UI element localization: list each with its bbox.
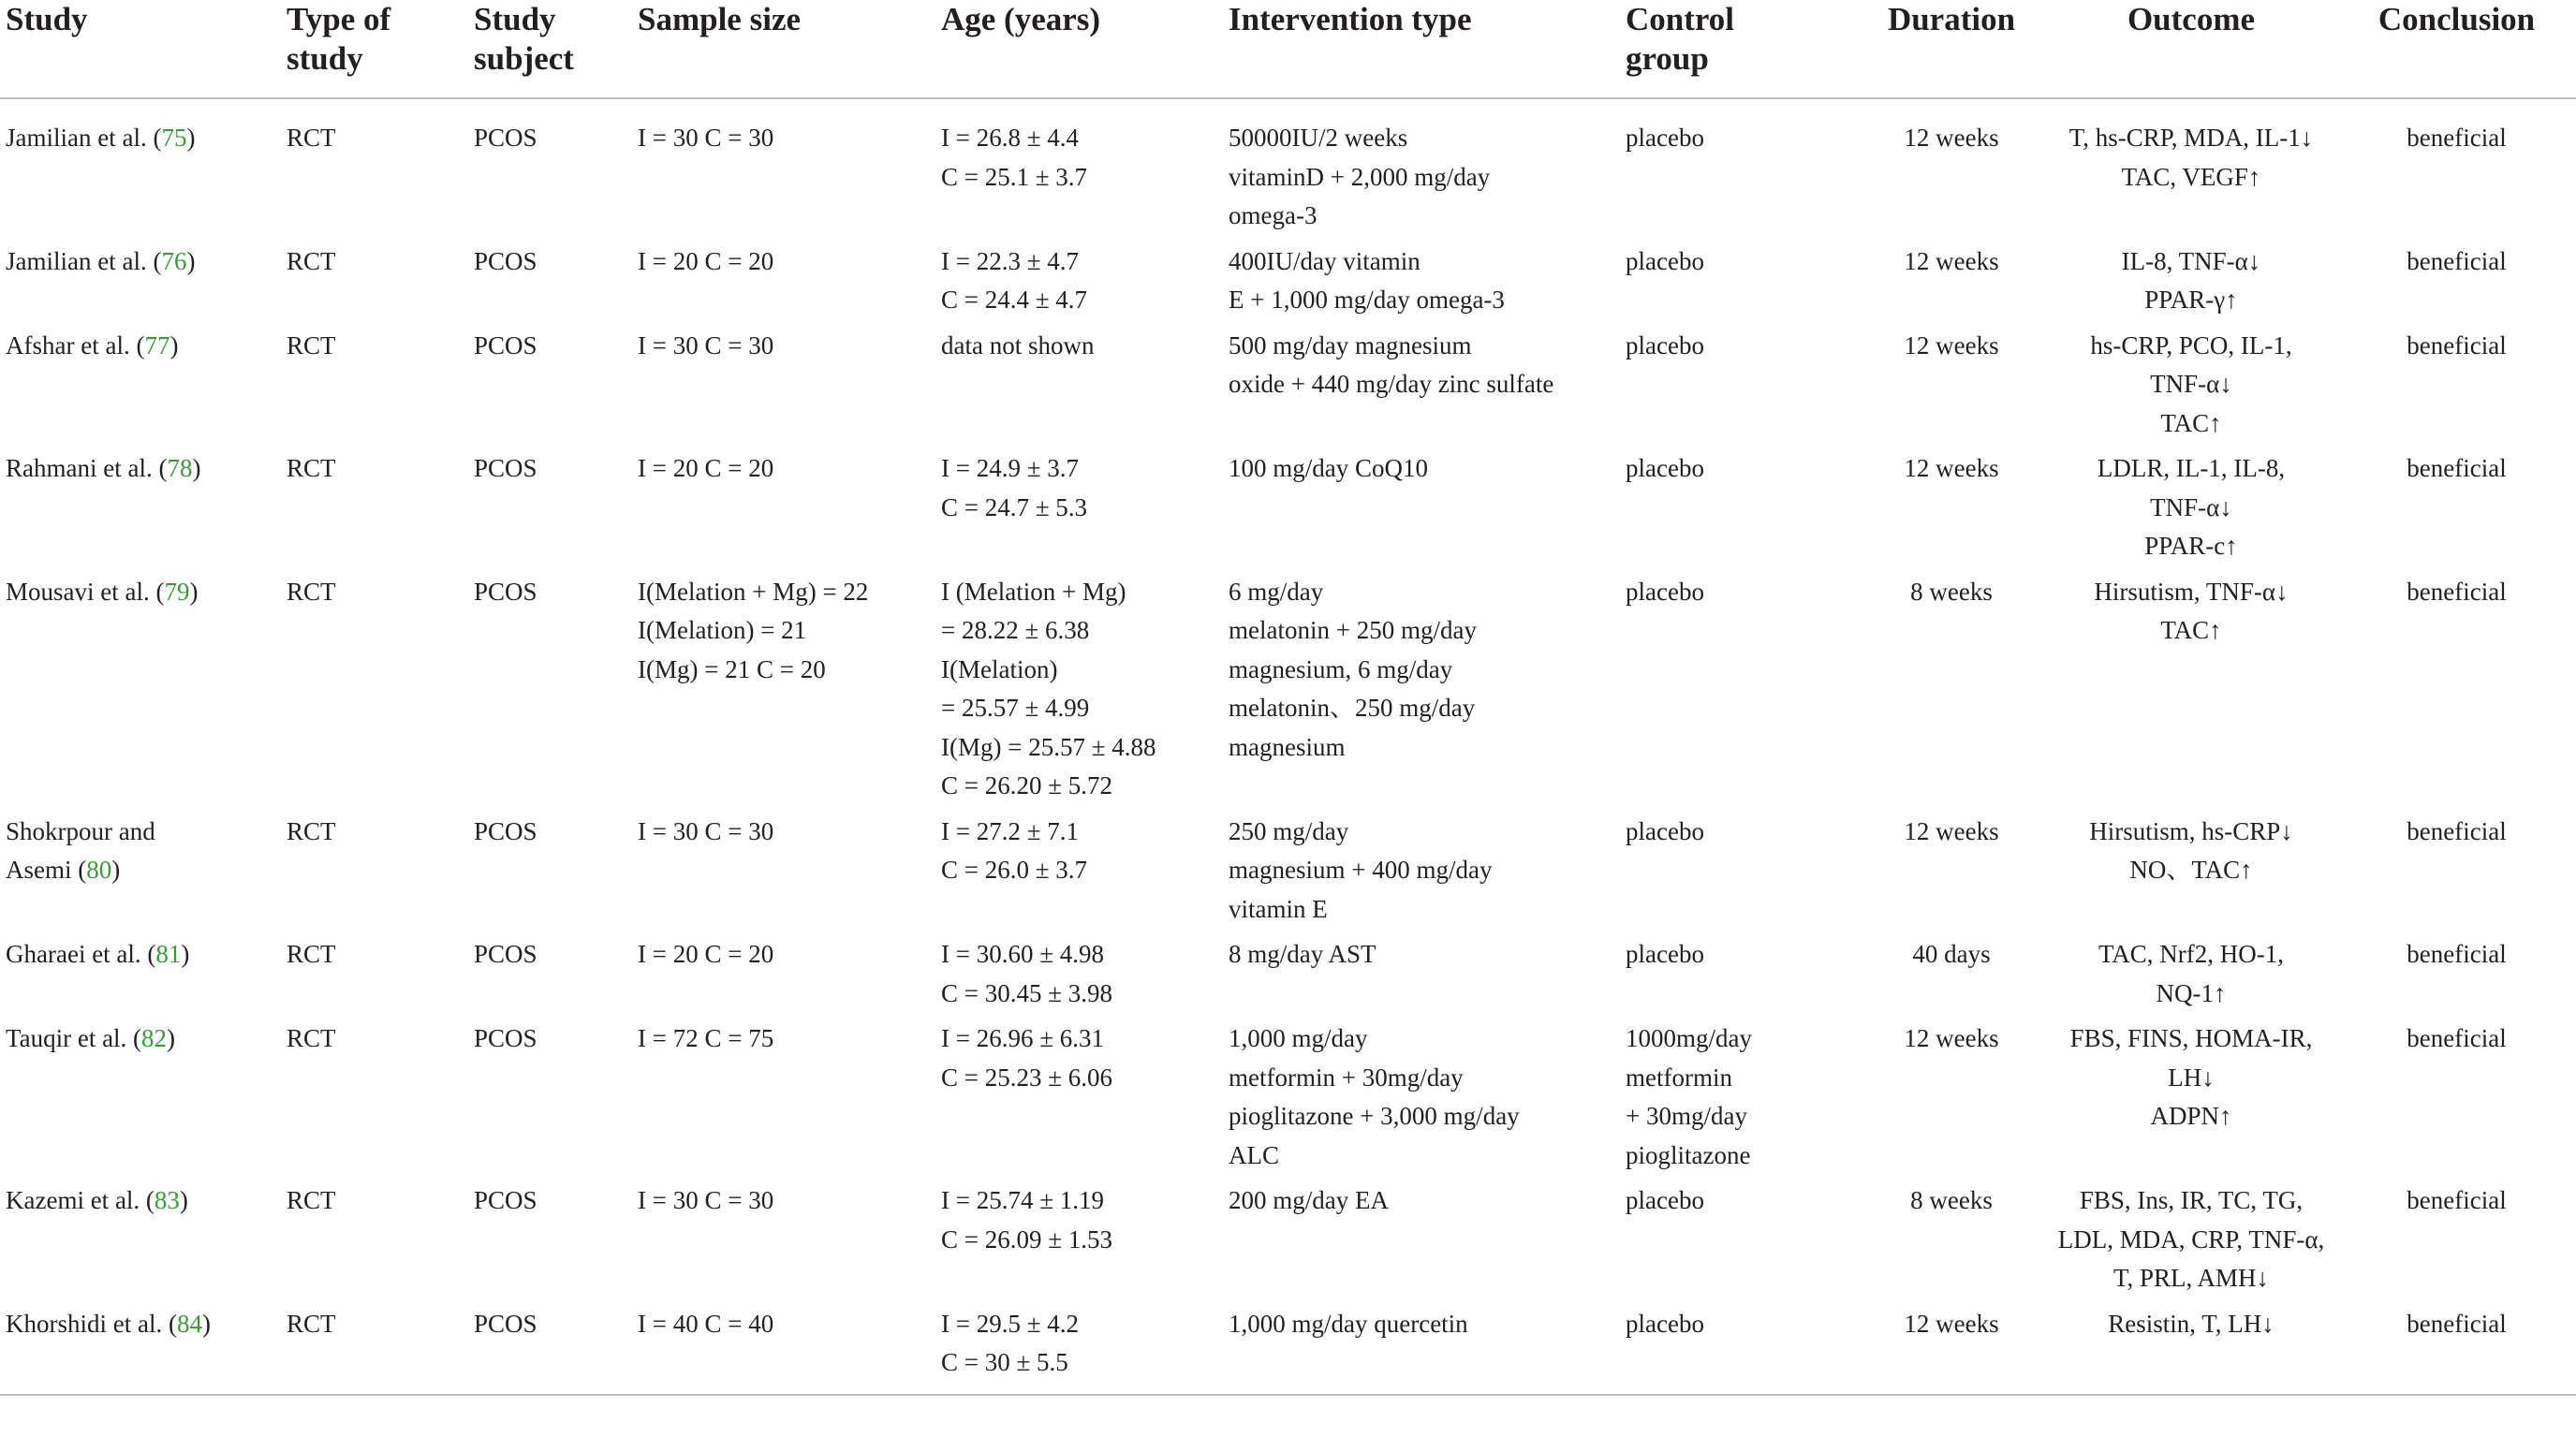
cell-study bbox=[0, 813, 281, 936]
sample-size-line: I = 20 C = 20 bbox=[638, 246, 774, 275]
intervention-type-line: 200 mg/day EA bbox=[1229, 1186, 1389, 1214]
table-row bbox=[0, 1019, 2576, 1181]
control-group-line: + 30mg/day bbox=[1626, 1102, 1747, 1130]
study-name-close: ) bbox=[189, 577, 199, 606]
table-row bbox=[0, 98, 2576, 242]
sample-size-line: I = 20 C = 20 bbox=[638, 454, 774, 482]
cell-conclusion: beneficial bbox=[2407, 940, 2507, 968]
study-name: Khorshidi et al. ( bbox=[6, 1309, 177, 1338]
intervention-type-line: 6 mg/day bbox=[1229, 577, 1324, 606]
age-line: C = 24.7 ± 5.3 bbox=[941, 492, 1088, 521]
cell-study-subject: PCOS bbox=[474, 454, 537, 482]
cell-sample-size bbox=[632, 449, 935, 573]
table-row bbox=[0, 813, 2576, 936]
cell-outcome bbox=[2045, 573, 2335, 813]
control-group-line: placebo bbox=[1626, 1186, 1704, 1214]
cell-age bbox=[935, 242, 1223, 327]
outcome-line: TAC↑ bbox=[2160, 616, 2222, 644]
age-line: data not shown bbox=[941, 330, 1095, 359]
cell-outcome bbox=[2045, 242, 2335, 327]
intervention-type-line: oxide + 440 mg/day zinc sulfate bbox=[1229, 370, 1554, 398]
table-row bbox=[0, 935, 2576, 1019]
cell-type-of-study: RCT bbox=[281, 1305, 468, 1395]
cell-control-group bbox=[1620, 1305, 1856, 1395]
control-group-line: metformin bbox=[1626, 1063, 1732, 1092]
outcome-line: LH↓ bbox=[2168, 1063, 2215, 1092]
table-row bbox=[0, 573, 2576, 813]
control-group-line: placebo bbox=[1626, 246, 1704, 275]
cell-intervention-type bbox=[1223, 327, 1620, 450]
intervention-type-line: melatonin + 250 mg/day bbox=[1229, 616, 1477, 644]
reference-link[interactable]: 75 bbox=[161, 124, 187, 152]
control-group-line: pioglitazone bbox=[1626, 1140, 1751, 1169]
cell-study bbox=[0, 1181, 281, 1305]
age-line: C = 26.20 ± 5.72 bbox=[941, 771, 1113, 799]
sample-size-line: I = 40 C = 40 bbox=[638, 1309, 774, 1338]
age-line: I = 25.74 ± 1.19 bbox=[941, 1186, 1105, 1214]
cell-intervention-type bbox=[1223, 935, 1620, 1019]
outcome-line: ADPN↑ bbox=[2150, 1102, 2232, 1130]
table-row bbox=[0, 1181, 2576, 1305]
cell-type-of-study: RCT bbox=[287, 940, 336, 968]
column-header-type-of-study bbox=[281, 0, 468, 98]
cell-age bbox=[935, 1305, 1223, 1395]
study-name-close: ) bbox=[179, 1186, 188, 1214]
cell-conclusion: beneficial bbox=[2407, 246, 2507, 275]
cell-intervention-type bbox=[1223, 98, 1620, 242]
age-line: C = 30 ± 5.5 bbox=[941, 1348, 1068, 1376]
sample-size-line: I = 30 C = 30 bbox=[638, 1186, 774, 1214]
header-text: Study bbox=[6, 1, 88, 37]
intervention-type-line: omega-3 bbox=[1229, 201, 1317, 229]
control-group-line: placebo bbox=[1626, 1309, 1704, 1338]
outcome-line: TAC, Nrf2, HO-1, bbox=[2098, 940, 2285, 968]
table-row bbox=[0, 449, 2576, 573]
cell-study bbox=[0, 1019, 281, 1181]
age-line: I(Mg) = 25.57 ± 4.88 bbox=[941, 732, 1156, 761]
cell-study-subject: PCOS bbox=[474, 816, 537, 845]
reference-link[interactable]: 77 bbox=[144, 330, 170, 359]
intervention-type-line: vitaminD + 2,000 mg/day bbox=[1229, 162, 1491, 191]
cell-study-subject: PCOS bbox=[474, 124, 537, 152]
cell-type-of-study: RCT bbox=[287, 454, 336, 482]
cell-study bbox=[0, 1305, 281, 1395]
intervention-type-line: 400IU/day vitamin bbox=[1229, 246, 1420, 275]
cell-conclusion: beneficial bbox=[2407, 577, 2507, 606]
study-name-close: ) bbox=[186, 124, 196, 152]
outcome-line: TNF-α↓ bbox=[2150, 492, 2232, 521]
age-line: I = 26.96 ± 6.31 bbox=[941, 1024, 1105, 1052]
age-line: = 28.22 ± 6.38 bbox=[941, 616, 1090, 644]
cell-type-of-study: RCT bbox=[287, 577, 336, 606]
control-group-line: placebo bbox=[1626, 816, 1704, 845]
reference-link[interactable]: 84 bbox=[176, 1309, 202, 1338]
cell-duration: 12 weeks bbox=[1904, 816, 1999, 845]
study-name: Tauqir et al. ( bbox=[6, 1024, 142, 1052]
sample-size-line: I(Melation + Mg) = 22 bbox=[638, 577, 869, 606]
cell-control-group bbox=[1620, 1019, 1856, 1181]
cell-sample-size bbox=[632, 327, 935, 450]
intervention-type-line: magnesium, 6 mg/day bbox=[1229, 654, 1453, 683]
header-text: subject bbox=[474, 40, 574, 77]
cell-age bbox=[935, 98, 1223, 242]
study-name-close: ) bbox=[181, 940, 190, 968]
age-line: I = 24.9 ± 3.7 bbox=[941, 454, 1080, 482]
intervention-type-line: melatonin、250 mg/day bbox=[1229, 694, 1476, 722]
cell-sample-size bbox=[632, 1305, 935, 1395]
header-text: Study bbox=[474, 1, 556, 37]
study-name: Mousavi et al. ( bbox=[6, 577, 165, 606]
cell-intervention-type bbox=[1223, 242, 1620, 327]
cell-type-of-study: RCT bbox=[287, 816, 336, 845]
cell-type-of-study: RCT bbox=[287, 1186, 336, 1214]
table-row bbox=[0, 1305, 2576, 1395]
cell-intervention-type bbox=[1223, 813, 1620, 936]
cell-control-group bbox=[1620, 813, 1856, 936]
outcome-line: LDL, MDA, CRP, TNF-α, bbox=[2057, 1224, 2325, 1254]
age-line: I = 29.5 ± 4.2 bbox=[941, 1309, 1080, 1338]
table-row bbox=[0, 327, 2576, 450]
column-header-duration bbox=[1856, 0, 2045, 98]
study-name: Gharaei et al. ( bbox=[6, 940, 156, 968]
sample-size-line: I = 72 C = 75 bbox=[638, 1024, 774, 1052]
control-group-line: placebo bbox=[1626, 124, 1704, 152]
outcome-line: hs-CRP, PCO, IL-1, bbox=[2090, 330, 2292, 359]
cell-sample-size bbox=[632, 573, 935, 813]
cell-study-subject: PCOS bbox=[474, 246, 537, 275]
intervention-type-line: 500 mg/day magnesium bbox=[1229, 330, 1472, 359]
intervention-type-line: vitamin E bbox=[1229, 894, 1328, 923]
outcome-line: PPAR-γ↑ bbox=[2144, 286, 2238, 314]
cell-study-subject: PCOS bbox=[474, 1024, 537, 1052]
cell-outcome bbox=[2045, 449, 2335, 573]
cell-duration: 40 days bbox=[1912, 940, 1991, 968]
cell-sample-size bbox=[632, 935, 935, 1019]
age-line: = 25.57 ± 4.99 bbox=[941, 694, 1090, 722]
outcome-line: NO、TAC↑ bbox=[2129, 856, 2253, 884]
cell-study bbox=[0, 98, 281, 242]
reference-link[interactable]: 80 bbox=[86, 856, 112, 884]
outcome-line: Hirsutism, hs-CRP↓ bbox=[2089, 816, 2293, 845]
column-header-study-subject bbox=[468, 0, 632, 98]
cell-sample-size bbox=[632, 242, 935, 327]
cell-duration: 12 weeks bbox=[1904, 454, 1999, 482]
column-header-conclusion bbox=[2335, 0, 2576, 98]
cell-outcome bbox=[2045, 813, 2335, 936]
age-line: I = 30.60 ± 4.98 bbox=[941, 940, 1105, 968]
cell-duration: 8 weeks bbox=[1910, 1186, 1993, 1214]
intervention-type-line: magnesium + 400 mg/day bbox=[1229, 856, 1493, 884]
reference-link[interactable]: 79 bbox=[164, 577, 190, 606]
outcome-line: TAC↑ bbox=[2160, 408, 2222, 437]
study-name-close: ) bbox=[169, 330, 179, 359]
control-group-line: 1000mg/day bbox=[1626, 1024, 1752, 1052]
cell-control-group bbox=[1620, 327, 1856, 450]
sample-size-line: I = 30 C = 30 bbox=[638, 816, 774, 845]
cell-conclusion: beneficial bbox=[2407, 124, 2507, 152]
column-header-sample-size bbox=[632, 0, 935, 98]
cell-sample-size bbox=[632, 813, 935, 936]
column-header-control-group bbox=[1620, 0, 1856, 98]
cell-sample-size bbox=[632, 1181, 935, 1305]
cell-intervention-type bbox=[1223, 1305, 1620, 1395]
cell-study-subject: PCOS bbox=[474, 940, 537, 968]
outcome-line: NQ-1↑ bbox=[2156, 978, 2227, 1007]
intervention-type-line: 100 mg/day CoQ10 bbox=[1229, 454, 1428, 482]
cell-age bbox=[935, 1181, 1223, 1305]
column-header-study bbox=[0, 0, 281, 98]
age-line: I(Melation) bbox=[941, 654, 1058, 683]
cell-age bbox=[935, 573, 1223, 813]
cell-duration: 12 weeks bbox=[1856, 1305, 2045, 1395]
intervention-type-line: 1,000 mg/day bbox=[1229, 1024, 1368, 1052]
age-line: I (Melation + Mg) bbox=[941, 577, 1126, 606]
age-line: I = 26.8 ± 4.4 bbox=[941, 124, 1080, 152]
study-name-close: ) bbox=[192, 454, 201, 482]
intervention-type-line: 50000IU/2 weeks bbox=[1229, 124, 1408, 152]
intervention-type-line: E + 1,000 mg/day omega-3 bbox=[1229, 286, 1505, 314]
age-line: I = 22.3 ± 4.7 bbox=[941, 246, 1080, 275]
cell-intervention-type bbox=[1223, 1019, 1620, 1181]
cell-control-group bbox=[1620, 1181, 1856, 1305]
outcome-line: TAC, VEGF↑ bbox=[2121, 162, 2261, 191]
age-line: C = 30.45 ± 3.98 bbox=[941, 978, 1113, 1007]
outcome-line: T, hs-CRP, MDA, IL-1↓ bbox=[2068, 124, 2314, 152]
study-name-close: ) bbox=[186, 246, 196, 275]
reference-link[interactable]: 82 bbox=[141, 1024, 168, 1052]
header-text: Control bbox=[1626, 1, 1735, 37]
header-text: Age (years) bbox=[941, 1, 1101, 37]
sample-size-line: I = 30 C = 30 bbox=[638, 330, 774, 359]
sample-size-line: I = 30 C = 30 bbox=[638, 124, 774, 152]
intervention-type-line: 250 mg/day bbox=[1229, 816, 1349, 845]
outcome-line: FBS, Ins, IR, TC, TG, bbox=[2079, 1186, 2304, 1214]
cell-duration: 8 weeks bbox=[1910, 577, 1993, 606]
header-text: Intervention type bbox=[1229, 1, 1472, 37]
cell-type-of-study: RCT bbox=[287, 246, 336, 275]
column-header-intervention-type bbox=[1223, 0, 1620, 98]
control-group-line: placebo bbox=[1626, 577, 1704, 606]
cell-age bbox=[935, 1019, 1223, 1181]
outcome-line: IL-8, TNF-α↓ bbox=[2121, 246, 2261, 275]
age-line: C = 25.23 ± 6.06 bbox=[941, 1063, 1113, 1092]
intervention-type-line: metformin + 30mg/day bbox=[1229, 1063, 1464, 1092]
header-text: Conclusion bbox=[2377, 1, 2536, 37]
control-group-line: placebo bbox=[1626, 454, 1704, 482]
header-row bbox=[0, 0, 2576, 98]
cell-study bbox=[0, 449, 281, 573]
outcome-line: PPAR-c↑ bbox=[2144, 532, 2238, 560]
study-name: Kazemi et al. ( bbox=[6, 1186, 155, 1214]
column-header-age bbox=[935, 0, 1223, 98]
control-group-line: placebo bbox=[1626, 330, 1704, 359]
outcome-line: TNF-α↓ bbox=[2150, 370, 2232, 398]
cell-type-of-study: RCT bbox=[287, 124, 336, 152]
cell-intervention-type bbox=[1223, 573, 1620, 813]
cell-outcome bbox=[2045, 1305, 2335, 1395]
outcome-line: Hirsutism, TNF-α↓ bbox=[2094, 577, 2289, 606]
intervention-type-line: 8 mg/day AST bbox=[1229, 940, 1376, 968]
cell-age bbox=[935, 935, 1223, 1019]
control-group-line: placebo bbox=[1626, 940, 1704, 968]
cell-control-group bbox=[1620, 935, 1856, 1019]
column-header-outcome bbox=[2045, 0, 2335, 98]
cell-type-of-study: RCT bbox=[287, 1024, 336, 1052]
table-row bbox=[0, 242, 2576, 327]
cell-conclusion: beneficial bbox=[2407, 1186, 2507, 1214]
cell-study-subject: PCOS bbox=[474, 577, 537, 606]
cell-study bbox=[0, 573, 281, 813]
age-line: I = 27.2 ± 7.1 bbox=[941, 816, 1080, 845]
sample-size-line: I(Mg) = 21 C = 20 bbox=[638, 654, 826, 683]
outcome-line: T, PRL, AMH↓ bbox=[2112, 1264, 2270, 1292]
reference-link[interactable]: 81 bbox=[155, 940, 182, 968]
header-text: group bbox=[1626, 40, 1709, 77]
cell-outcome bbox=[2045, 98, 2335, 242]
header-text: Sample size bbox=[638, 1, 802, 37]
cell-study-subject: PCOS bbox=[468, 1305, 632, 1395]
cell-duration: 12 weeks bbox=[1904, 246, 1999, 275]
reference-link[interactable]: 83 bbox=[154, 1186, 180, 1214]
cell-control-group bbox=[1620, 573, 1856, 813]
study-name: Afshar et al. ( bbox=[6, 330, 145, 359]
header-text: study bbox=[287, 40, 363, 77]
age-line: C = 26.0 ± 3.7 bbox=[941, 856, 1088, 884]
sample-size-line: I = 20 C = 20 bbox=[638, 940, 774, 968]
cell-control-group bbox=[1620, 449, 1856, 573]
outcome-line: FBS, FINS, HOMA-IR, bbox=[2069, 1024, 2313, 1052]
cell-study-subject: PCOS bbox=[474, 1186, 537, 1214]
cell-intervention-type bbox=[1223, 449, 1620, 573]
cell-sample-size bbox=[632, 98, 935, 242]
study-name: Shokrpour and bbox=[6, 816, 155, 845]
cell-study bbox=[0, 242, 281, 327]
cell-duration: 12 weeks bbox=[1904, 124, 1999, 152]
header-text: Outcome bbox=[2127, 1, 2256, 37]
study-name-close: ) bbox=[111, 856, 121, 884]
cell-age bbox=[935, 327, 1223, 450]
cell-outcome bbox=[2045, 1019, 2335, 1181]
cell-outcome bbox=[2045, 935, 2335, 1019]
intervention-type-line: ALC bbox=[1229, 1140, 1279, 1169]
cell-type-of-study: RCT bbox=[287, 330, 336, 359]
cell-control-group bbox=[1620, 98, 1856, 242]
outcome-line: LDLR, IL-1, IL-8, bbox=[2097, 454, 2286, 482]
study-name: Jamilian et al. ( bbox=[6, 246, 162, 275]
reference-link[interactable]: 76 bbox=[161, 246, 187, 275]
cell-intervention-type bbox=[1223, 1181, 1620, 1305]
cell-sample-size bbox=[632, 1019, 935, 1181]
age-line: C = 24.4 ± 4.7 bbox=[941, 286, 1088, 314]
cell-conclusion: beneficial bbox=[2407, 454, 2507, 482]
study-name: Rahmani et al. ( bbox=[6, 454, 168, 482]
study-name: Asemi ( bbox=[6, 856, 87, 884]
cell-conclusion: beneficial bbox=[2335, 1305, 2576, 1395]
study-name: Jamilian et al. ( bbox=[6, 124, 162, 152]
cell-study-subject: PCOS bbox=[474, 330, 537, 359]
cell-study bbox=[0, 327, 281, 450]
sample-size-line: I(Melation) = 21 bbox=[638, 616, 807, 644]
outcome-line: Resistin, T, LH↓ bbox=[2108, 1309, 2274, 1338]
cell-duration: 12 weeks bbox=[1904, 330, 1999, 359]
cell-duration: 12 weeks bbox=[1904, 1024, 1999, 1052]
header-text: Duration bbox=[1887, 1, 2016, 37]
age-line: C = 26.09 ± 1.53 bbox=[941, 1224, 1113, 1254]
cell-outcome bbox=[2045, 327, 2335, 450]
intervention-type-line: magnesium bbox=[1229, 732, 1346, 761]
age-line: C = 25.1 ± 3.7 bbox=[941, 162, 1088, 191]
study-name-close: ) bbox=[201, 1309, 211, 1338]
cell-conclusion: beneficial bbox=[2407, 330, 2507, 359]
cell-conclusion: beneficial bbox=[2407, 816, 2507, 845]
reference-link[interactable]: 78 bbox=[167, 454, 193, 482]
cell-age bbox=[935, 449, 1223, 573]
intervention-type-line: pioglitazone + 3,000 mg/day bbox=[1229, 1102, 1520, 1130]
cell-control-group bbox=[1620, 242, 1856, 327]
cell-age bbox=[935, 813, 1223, 936]
cell-study bbox=[0, 935, 281, 1019]
study-name-close: ) bbox=[167, 1024, 176, 1052]
intervention-type-line: 1,000 mg/day quercetin bbox=[1229, 1309, 1468, 1338]
cell-outcome bbox=[2045, 1181, 2335, 1305]
cell-conclusion: beneficial bbox=[2407, 1024, 2507, 1052]
table-body bbox=[0, 98, 2576, 1395]
header-text: Type of bbox=[287, 1, 391, 37]
